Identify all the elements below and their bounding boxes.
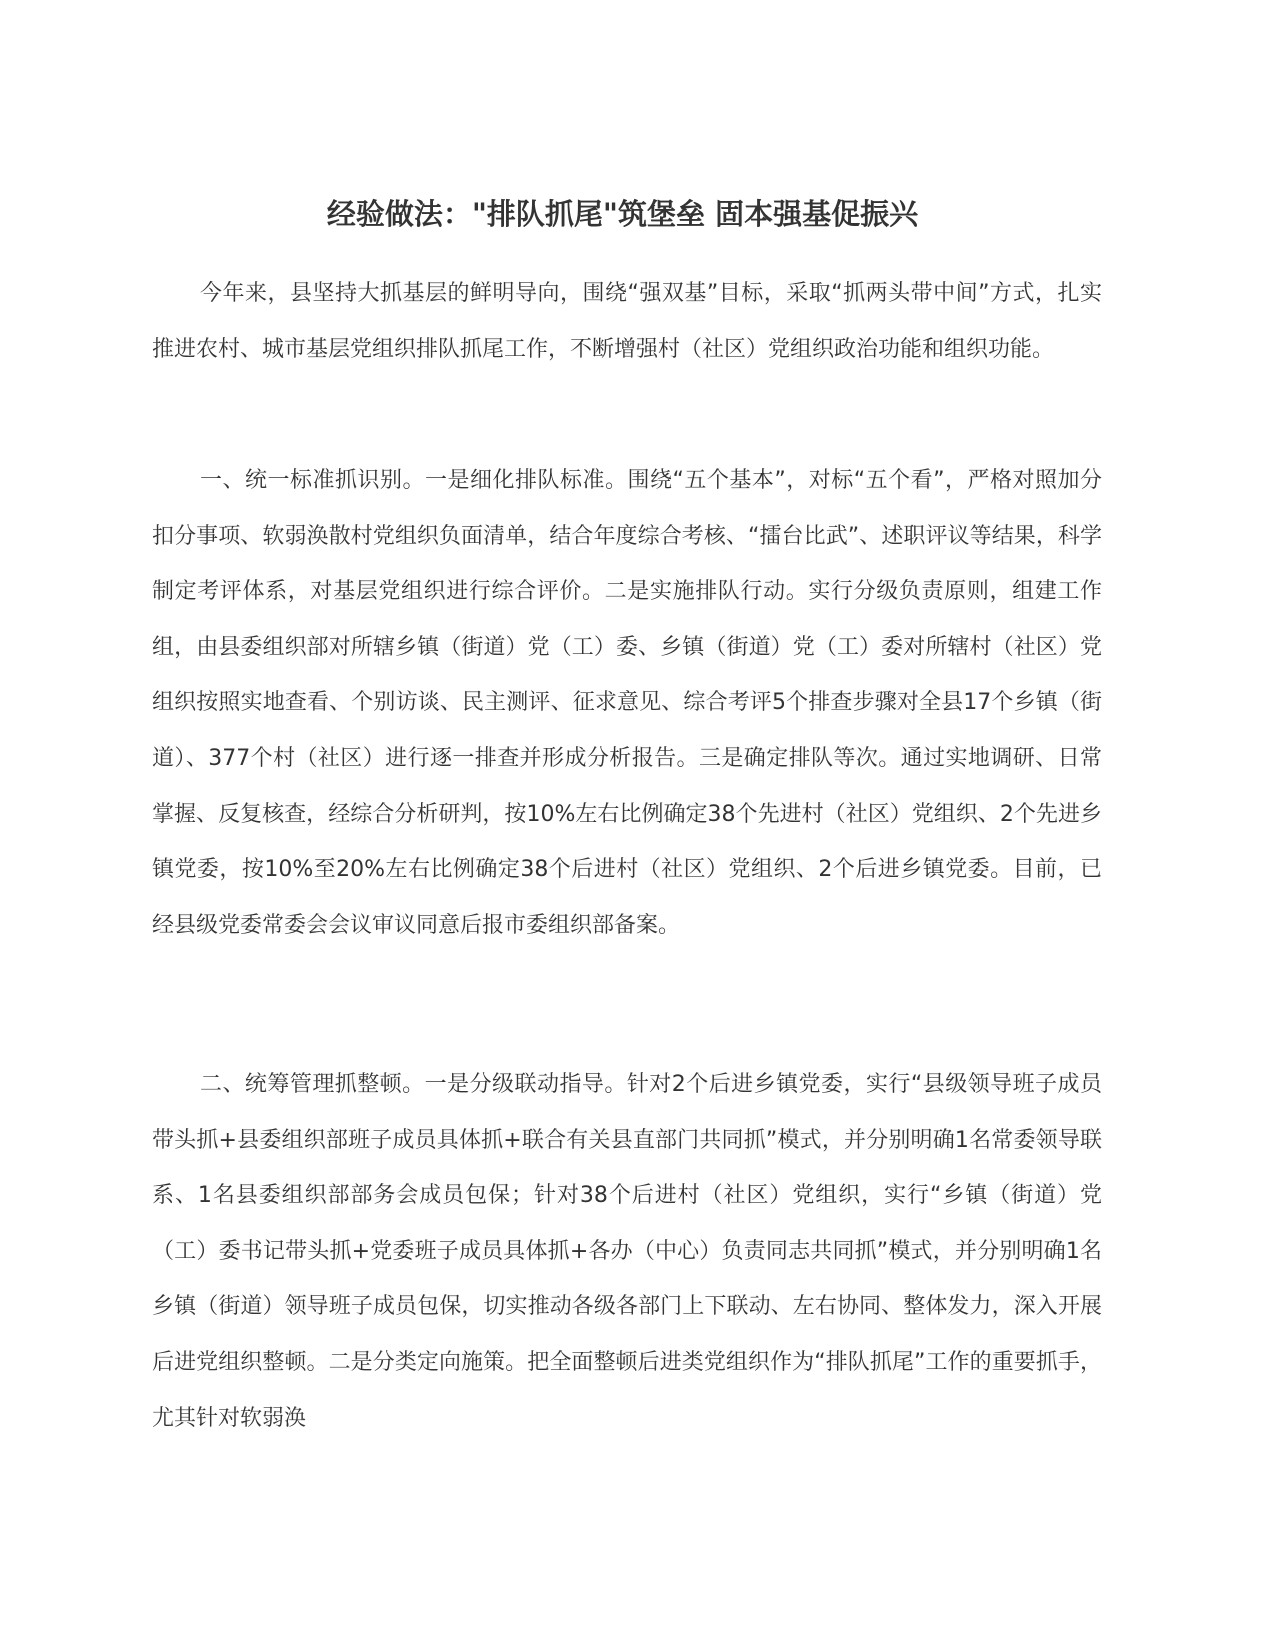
- paragraph-intro: 今年来，县坚持大抓基层的鲜明导向，围绕“强双基”目标，采取“抓两头带中间”方式，扎实推进农村、城市基层党组织排队抓尾工作，不断增强村（社区）党组织政治功能和组织功能。: [152, 281, 1102, 362]
- paragraph-section-one: 一、统一标准抓识别。一是细化排队标准。围绕“五个基本”，对标“五个看”，严格对照加分扣分事项、软弱涣散村党组织负面清单，结合年度综合考核、“擂台比武”、述职评议等结果，科学制定考评体系，对基层党组织进行综合评价。二是实施排队行动。实行分级负责原则，组建工作组，由县委组织部对所辖乡镇（街道）党（工）委、乡镇（街道）党（工）委对所辖村（社区）党组织按照实地查看、个别访谈、民主测评、征求意见、综合考评5个排查步骤对全县17个乡镇（街道）、377个村（社区）进行逐一排查并形成分析报告。三是确定排队等次。通过实地调研、日常掌握、反复核查，经综合分析研判，按10%左右比例确定38个先进村（社区）党组织、2个先进乡镇党委，按10%至20%左右比例确定38个后进村（社区）党组织、2个后进乡镇党委。目前，已经县级党委常委会会议审议同意后报市委组织部备案。: [152, 468, 1102, 938]
- paragraph-section-two: 二、统筹管理抓整顿。一是分级联动指导。针对2个后进乡镇党委，实行“县级领导班子成员带头抓+县委组织部班子成员具体抓+联合有关县直部门共同抓”模式，并分别明确1名常委领导联系、1名县委组织部部务会成员包保；针对38个后进村（社区）党组织，实行“乡镇（街道）党（工）委书记带头抓+党委班子成员具体抓+各办（中心）负责同志共同抓”模式，并分别明确1名乡镇（街道）领导班子成员包保，切实推动各级各部门上下联动、左右协同、整体发力，深入开展后进党组织整顿。二是分类定向施策。把全面整顿后进类党组织作为“排队抓尾”工作的重要抓手，尤其针对软弱涣: [152, 1072, 1102, 1431]
- document-title: 经验做法："排队抓尾"筑堡垒 固本强基促振兴: [326, 197, 919, 231]
